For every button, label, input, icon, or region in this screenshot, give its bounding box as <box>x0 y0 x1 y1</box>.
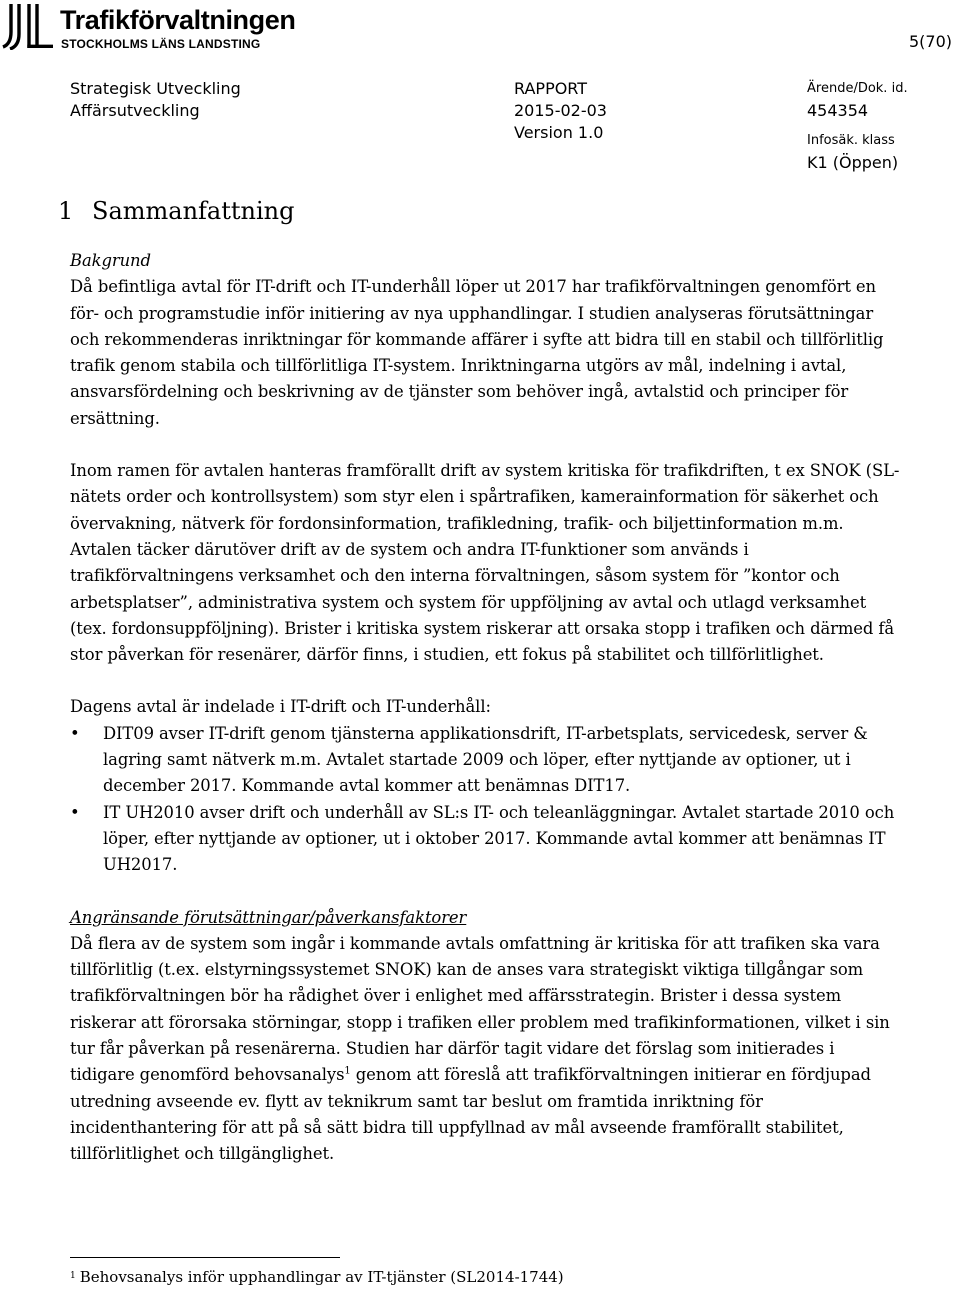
class-label: Infosäk. klass <box>807 133 895 148</box>
bullet-icon: • <box>70 723 80 743</box>
unit-name: Strategisk Utveckling <box>70 79 241 98</box>
report-type: RAPPORT <box>514 79 588 98</box>
list-item <box>70 721 900 800</box>
background-subheading: Bakgrund <box>70 251 151 270</box>
footnote <box>70 1266 564 1287</box>
case-id: 454354 <box>807 101 869 120</box>
list-item-text: IT UH2010 avser drift och underhåll av SL:s IT- och teleanläggningar. Avtalet startade 2010 och löper, efter nyttjande av optioner, ut i oktober 2017. Kommande avtal kommer att benämnas IT UH2017. <box>103 802 895 875</box>
list-item <box>70 800 900 879</box>
case-label: Ärende/Dok. id. <box>807 81 908 96</box>
organization-logo <box>2 2 322 50</box>
section-heading <box>58 196 294 226</box>
footnote-text: Behovsanalys inför upphandlingar av IT-tjänster (SL2014-1744) <box>79 1268 564 1286</box>
report-date: 2015-02-03 <box>514 101 607 120</box>
footnote-reference[interactable]: 1 <box>344 1065 351 1077</box>
header-identifiers <box>807 78 908 174</box>
background-paragraph <box>70 248 900 432</box>
unit-subname: Affärsutveckling <box>70 101 200 120</box>
section-title: Sammanfattning <box>92 197 295 225</box>
bullet-icon: • <box>70 802 80 822</box>
list-item-text: DIT09 avser IT-drift genom tjänsterna applikationsdrift, IT-arbetsplats, servicedesk, server & lagring samt nätverk m.m. Avtalet startade 2009 och löper, efter nyttjande av optioner, ut i december 2017. Kommande avtal kommer att benämnas DIT17. <box>103 723 868 796</box>
adjacent-text-end: genom att föreslå att trafikförvaltningen initierar en fördjupad utredning avseende ev. flytt av teknikrum samt tar beslut om framtida inriktning för incidenthantering för att på så sätt bidra till uppfyllnad av mål avseende framförallt stabilitet, tillförlitlighet och tillgänglighet. <box>70 1065 871 1164</box>
adjacent-subheading: Angränsande förutsättningar/påverkansfaktorer <box>70 907 467 927</box>
background-text: Då befintliga avtal för IT-drift och IT-underhåll löper ut 2017 har trafikförvaltningen genomfört en för- och programstudie inför initiering av nya upphandlingar. I studien analyseras förutsättningar och rekommenderas inriktningar för kommande affärer i syfte att bidra till en stabil och tillförlitlig trafik genom stabila och tillförlitliga IT-system. Inriktningarna utgörs av mål, indelning i avtal, ansvarsfördelning och beskrivning av de tjänster som behöver ingå, avtalstid och principer för ersättning. <box>70 277 884 428</box>
section-number: 1 <box>58 197 74 225</box>
footnote-divider <box>70 1257 340 1258</box>
document-body <box>70 248 900 1194</box>
agreements-intro: Dagens avtal är indelade i IT-drift och IT-underhåll: <box>70 697 491 717</box>
footnote-number: 1 <box>70 1271 76 1281</box>
logo-mark-icon <box>2 2 54 50</box>
page-number: 5(70) <box>908 32 952 51</box>
logo-subtitle: STOCKHOLMS LÄNS LANDSTING <box>61 37 261 51</box>
adjacent-paragraph <box>70 905 900 1168</box>
logo-name: Trafikförvaltningen <box>60 5 296 35</box>
agreements-list <box>70 721 900 879</box>
adjacent-text-start: Då flera av de system som ingår i kommande avtals omfattning är kritiska för att trafiken ska vara tillförlitlig (t.ex. elstyrningssystemet SNOK) kan de anses vara strategiskt viktiga tillgångar som trafikförvaltningen bör ha rådighet över i enlighet med affärsstrategin. Brister i dessa system riskerar att förorsaka störningar, stopp i trafiken eller problem med trafikinformationen, vilket i sin tur får påverkan på resenärerna. Studien har därför tagit vidare det förslag som initierades i tidigare genomförd behovsanalys <box>70 933 890 1085</box>
class-value: K1 (Öppen) <box>807 153 899 172</box>
report-version: Version 1.0 <box>514 123 604 142</box>
header-report <box>514 78 607 144</box>
scope-paragraph: Inom ramen för avtalen hanteras framförallt drift av system kritiska för trafikdriften, t ex SNOK (SL-nätets order och kontrollsystem) som styr elen i spårtrafiken, kamerainformation för säkerhet och övervakning, nätverk för fordonsinformation, trafikledning, trafik- och biljettinformation m.m. Avtalen täcker därutöver drift av de system och andra IT-funktioner som används i trafikförvaltningens verksamhet och den interna förvaltningen, såsom system för ”kontor och arbetsplatser”, administrativa system och system för uppföljning av avtal och utlagd verksamhet (tex. fordonsuppföljning). Brister i kritiska system riskerar att orsaka stopp i trafiken och därmed få stor påverkan för resenärer, därför finns, i studien, ett fokus på stabilitet och tillförlitlighet. <box>70 461 900 665</box>
header-unit <box>70 78 241 122</box>
